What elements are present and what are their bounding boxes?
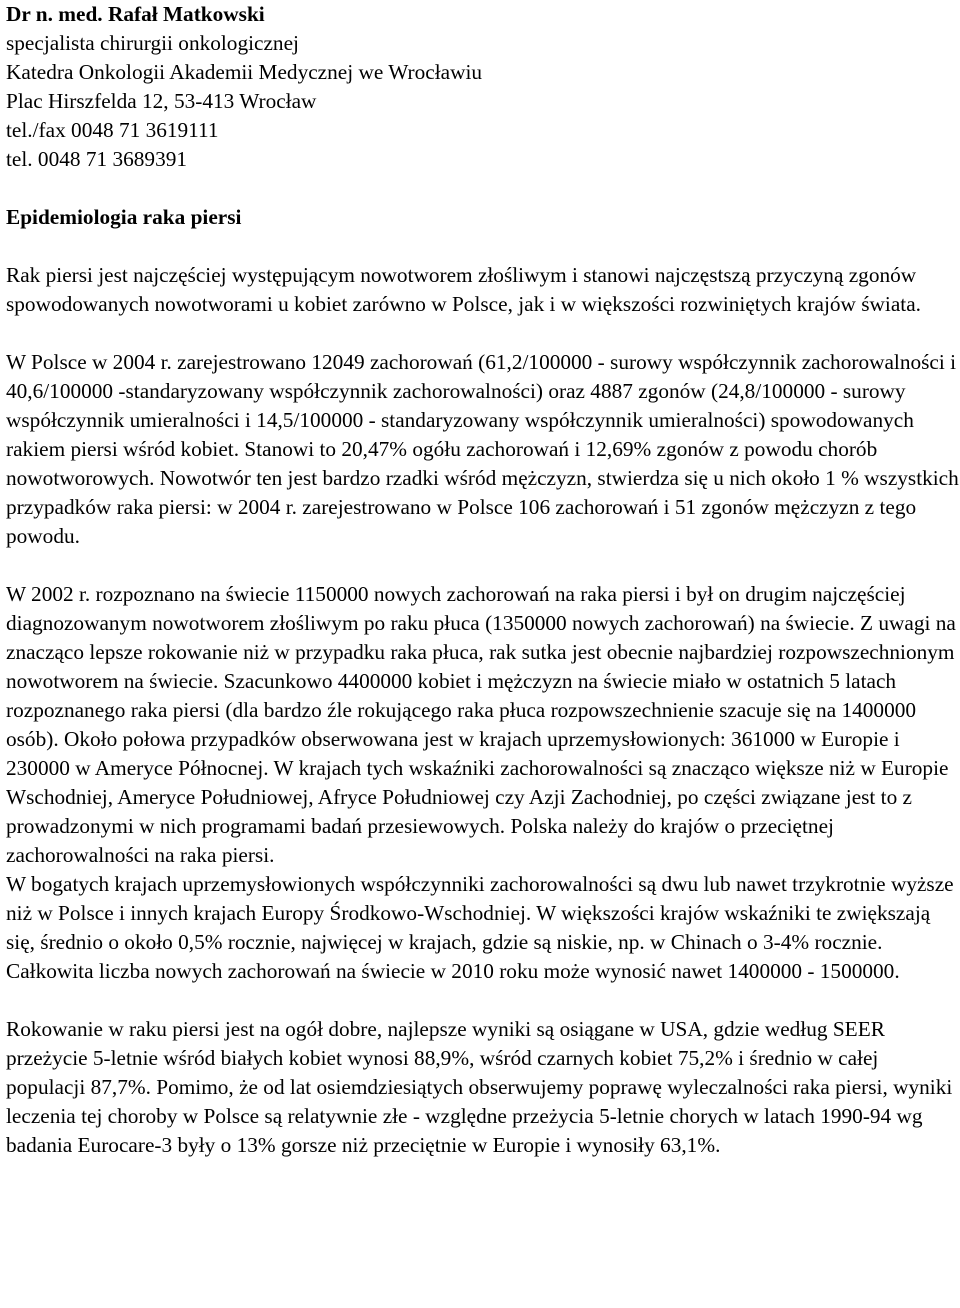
author-tel: tel. 0048 71 3689391 <box>6 147 188 171</box>
author-telfax: tel./fax 0048 71 3619111 <box>6 118 219 142</box>
paragraph-world-2002: W 2002 r. rozpoznano na świecie 1150000 nowych zachorowań na raka piersi i był on drugim najczęściej diagnozowanym nowotworem złośliwym po raku płuca (1350000 nowych zachorowań) na świecie. Z uwagi na znacząco lepsze rokowanie niż w przypadku raka płuca, rak sutka jest obecnie najbardziej rozpowszechnionym nowotworem na świecie. Szacunkowo 4400000 kobiet i mężczyzn na świecie miało w ostatnich 5 latach rozpoznanego raka piersi (dla bardzo źle rokującego raka płuca rozpowszechnienie szacuje się na 1400000 osób). Około połowa przypadków obserwowana jest w krajach uprzemysłowionych: 361000 w Europie i 230000 w Ameryce Północnej. W krajach tych wskaźniki zachorowalności są znacząco większe niż w Europie Wschodniej, Ameryce Południowej, Afryce Południowej czy Azji Zachodniej, po części związane jest to z prowadzonymi w nich programami badań przesiewowych. Polska należy do krajów o przeciętnej zachorowalności na raka piersi. <box>6 582 956 867</box>
author-header <box>6 0 960 174</box>
author-address: Plac Hirszfelda 12, 53-413 Wrocław <box>6 89 317 113</box>
paragraph-industrialized: W bogatych krajach uprzemysłowionych współczynniki zachorowalności są dwu lub nawet trzykrotnie wyższe niż w Polsce i innych krajach Europy Środkowo-Wschodniej. W większości krajów wskaźniki te zwiększają się, średnio o około 0,5% rocznie, najwięcej w krajach, gdzie są niskie, np. w Chinach o 3-4% rocznie. Całkowita liczba nowych zachorowań na świecie w 2010 roku może wynosić nawet 1400000 - 1500000. <box>6 872 954 983</box>
document-title: Epidemiologia raka piersi <box>6 205 242 229</box>
paragraph-intro: Rak piersi jest najczęściej występującym nowotworem złośliwym i stanowi najczęstszą przyczyną zgonów spowodowanych nowotworami u kobiet zarówno w Polsce, jak i w większości rozwiniętych krajów świata. <box>6 263 921 316</box>
author-name: Dr n. med. Rafał Matkowski <box>6 2 265 26</box>
paragraph-poland-2004: W Polsce w 2004 r. zarejestrowano 12049 zachorowań (61,2/100000 - surowy współczynnik zachorowalności i 40,6/100000 -standaryzowany współczynnik zachorowalności) oraz 4887 zgonów (24,8/100000 - surowy współczynnik umieralności i 14,5/100000 - standaryzowany współczynnik umieralności) spowodowanych rakiem piersi wśród kobiet. Stanowi to 20,47% ogółu zachorowań i 12,69% zgonów z powodu chorób nowotworowych. Nowotwór ten jest bardzo rzadki wśród mężczyzn, stwierdza się u nich około 1 % wszystkich przypadków raka piersi: w 2004 r. zarejestrowano w Polsce 106 zachorowań i 51 zgonów mężczyzn z tego powodu. <box>6 350 959 548</box>
author-specialty: specjalista chirurgii onkologicznej <box>6 31 299 55</box>
paragraph-prognosis: Rokowanie w raku piersi jest na ogół dobre, najlepsze wyniki są osiągane w USA, gdzie według SEER przeżycie 5-letnie wśród białych kobiet wynosi 88,9%, wśród czarnych kobiet 75,2% i średnio w całej populacji 87,7%. Pomimo, że od lat osiemdziesiątych obserwujemy poprawę wyleczalności raka piersi, wyniki leczenia tej choroby w Polsce są relatywnie złe - względne przeżycia 5-letnie chorych w latach 1990-94 wg badania Eurocare-3 były o 13% gorsze niż przeciętnie w Europie i wynosiły 63,1%. <box>6 1017 953 1157</box>
author-department: Katedra Onkologii Akademii Medycznej we Wrocławiu <box>6 60 483 84</box>
